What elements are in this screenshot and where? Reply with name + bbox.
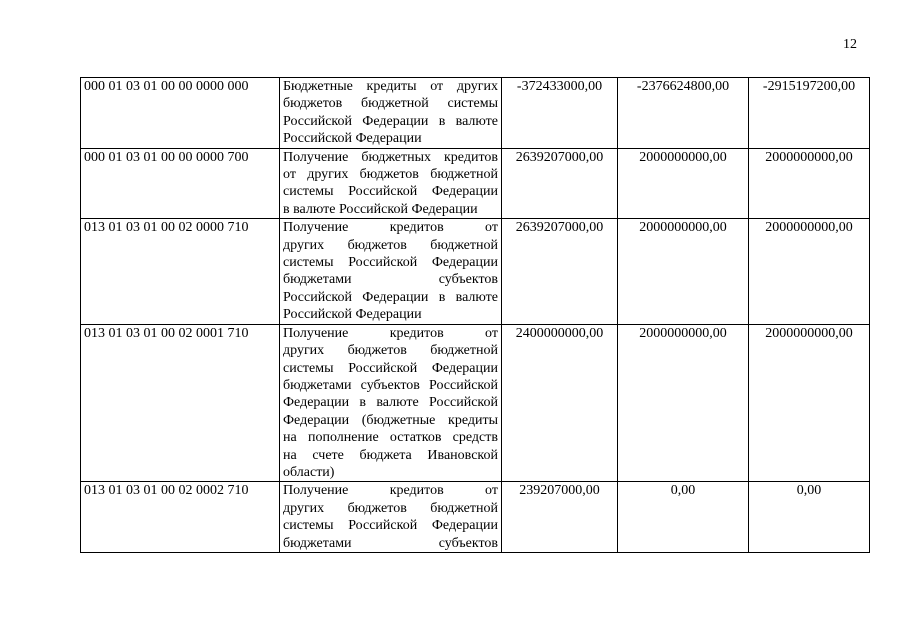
description-line: бюджетов бюджетной системы	[283, 96, 498, 112]
description-line: на счете бюджета Ивановской	[283, 447, 498, 463]
amount-cell: 0,00	[618, 482, 749, 553]
page-number: 12	[843, 37, 857, 52]
amount-cell: 2400000000,00	[502, 324, 618, 482]
budget-code-cell: 013 01 03 01 00 02 0000 710	[81, 219, 280, 324]
budget-sources-table	[80, 77, 870, 553]
amount-cell: -372433000,00	[502, 78, 618, 149]
budget-code-cell: 013 01 03 01 00 02 0001 710	[81, 324, 280, 482]
description-line: системы Российской Федерации	[283, 518, 498, 534]
description-line: Российской Федерации	[283, 307, 422, 323]
amount-cell: 2000000000,00	[749, 324, 870, 482]
table-row	[81, 324, 870, 482]
amount-cell: 2000000000,00	[618, 148, 749, 219]
description-line: других бюджетов бюджетной	[283, 343, 498, 359]
description-line: от других бюджетов бюджетной	[283, 167, 498, 183]
table-row	[81, 482, 870, 553]
description-cell	[280, 148, 502, 219]
description-line: в валюте Российской Федерации	[283, 201, 478, 217]
amount-cell: 2639207000,00	[502, 148, 618, 219]
description-cell	[280, 482, 502, 553]
description-line: на пополнение остатков средств	[283, 430, 498, 446]
description-line: Федерации (бюджетные кредиты	[283, 412, 498, 428]
table-body	[81, 78, 870, 553]
description-line: системы Российской Федерации	[283, 255, 498, 271]
amount-cell: 0,00	[749, 482, 870, 553]
budget-code-cell: 000 01 03 01 00 00 0000 700	[81, 148, 280, 219]
description-line: других бюджетов бюджетной	[283, 500, 498, 516]
description-line: Получение бюджетных кредитов	[283, 149, 498, 165]
description-line: бюджетами субъектов	[283, 272, 498, 288]
amount-cell: 2000000000,00	[618, 219, 749, 324]
amount-cell: 2000000000,00	[749, 148, 870, 219]
amount-cell: 239207000,00	[502, 482, 618, 553]
description-line: Российской Федерации	[283, 131, 422, 147]
amount-cell: 2639207000,00	[502, 219, 618, 324]
description-line: Федерации в валюте Российской	[283, 395, 498, 411]
budget-code-cell: 013 01 03 01 00 02 0002 710	[81, 482, 280, 553]
table-row	[81, 148, 870, 219]
description-line: других бюджетов бюджетной	[283, 237, 498, 253]
description-line: Бюджетные кредиты от других	[283, 79, 498, 94]
description-cell	[280, 324, 502, 482]
amount-cell: -2376624800,00	[618, 78, 749, 149]
description-line: Российской Федерации в валюте	[283, 113, 498, 129]
description-line: системы Российской Федерации	[283, 184, 498, 200]
description-line: бюджетами субъектов Российской	[283, 377, 498, 393]
description-line: области)	[283, 464, 335, 480]
table-row	[81, 78, 870, 149]
table-row	[81, 219, 870, 324]
budget-code-cell: 000 01 03 01 00 00 0000 000	[81, 78, 280, 149]
description-cell	[280, 219, 502, 324]
description-line: Получение кредитов от	[283, 483, 498, 499]
description-line: системы Российской Федерации	[283, 360, 498, 376]
description-cell	[280, 78, 502, 149]
amount-cell: -2915197200,00	[749, 78, 870, 149]
description-line: бюджетами субъектов	[283, 535, 498, 551]
amount-cell: 2000000000,00	[618, 324, 749, 482]
description-line: Российской Федерации в валюте	[283, 289, 498, 305]
amount-cell: 2000000000,00	[749, 219, 870, 324]
description-line: Получение кредитов от	[283, 220, 498, 236]
description-line: Получение кредитов от	[283, 325, 498, 341]
